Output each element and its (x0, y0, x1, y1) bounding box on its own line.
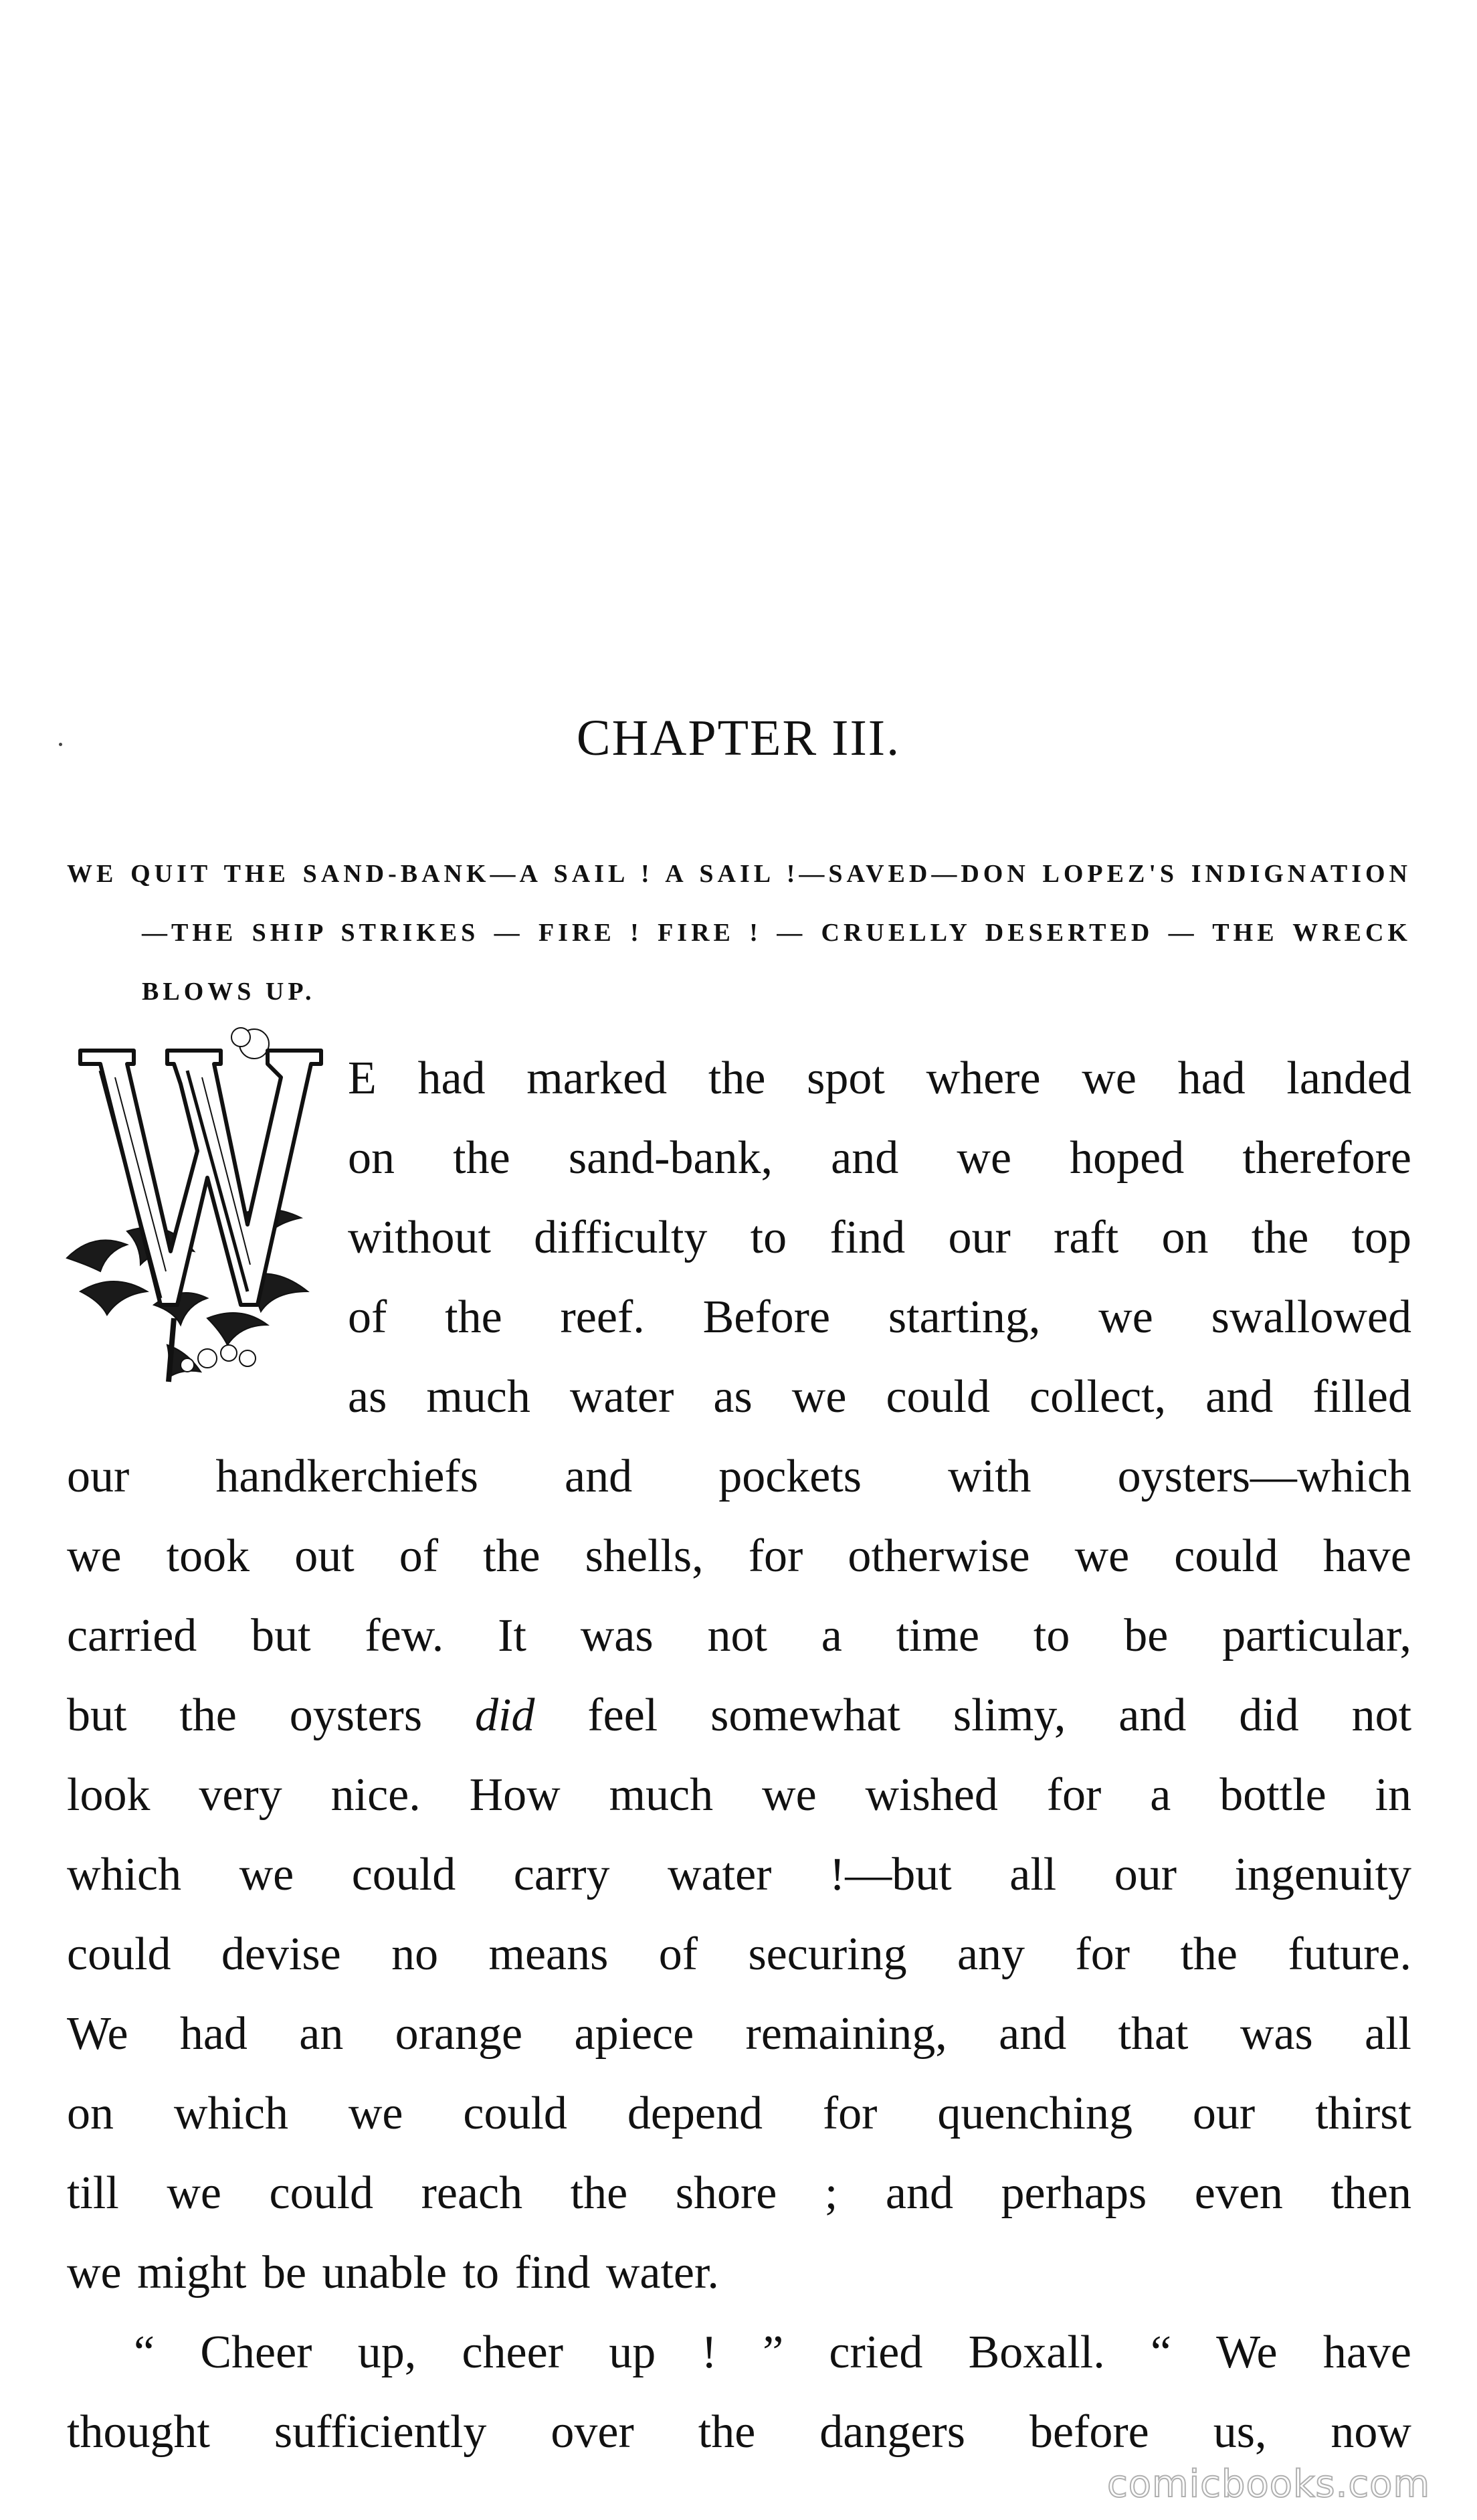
body-line-10: which we could carry water !—but all our ingenuity (67, 1849, 1411, 1900)
paragraph-2-line-1: “ Cheer up, cheer up ! ” cried Boxall. “ We have (134, 2327, 1411, 2378)
body-line-9: look very nice. How much we wished for a bottle in (67, 1769, 1411, 1821)
body-line-5: our handkerchiefs and pockets with oysters—which (67, 1451, 1411, 1502)
body-line-14: till we could reach the shore ; and perhaps even then (67, 2167, 1411, 2219)
body-line-8-prefix: but the oysters (67, 1690, 423, 1741)
body-line-2: without difficulty to find our raft on the top (348, 1212, 1411, 1263)
body-line-12: We had an orange apiece remaining, and that was all (67, 2008, 1411, 2060)
chapter-title: CHAPTER III. (576, 710, 901, 766)
body-line-11: could devise no means of securing any for the future. (67, 1928, 1411, 1980)
summary-line-3: BLOWS UP. (142, 978, 316, 1006)
summary-line-1: WE QUIT THE SAND-BANK—A SAIL ! A SAIL !—SAVED—DON LOPEZ'S INDIGNATION (67, 860, 1411, 888)
body-line-15: we might be unable to find water. (67, 2247, 719, 2299)
body-line-6: we took out of the shells, for otherwise we could have (67, 1530, 1411, 1582)
body-line-7: carried but few. It was not a time to be particular, (67, 1610, 1411, 1661)
body-line-3: of the reef. Before starting, we swallowed (348, 1291, 1411, 1343)
body-line-1: on the sand-bank, and we hoped therefore (348, 1132, 1411, 1184)
emphasis-did: did (474, 1690, 535, 1741)
drop-cap-remainder: E had marked the spot where we had landed (348, 1053, 1411, 1104)
watermark: comicbooks.com (1106, 2462, 1430, 2506)
body-text (67, 1039, 1411, 2472)
body-line-13: on which we could depend for quenching our thirst (67, 2088, 1411, 2139)
chapter-summary (67, 844, 1411, 1021)
body-line-8 (67, 1676, 1411, 1755)
body-line-8-rest: feel somewhat slimy, and did not (587, 1690, 1412, 1741)
body-line-4: as much water as we could collect, and filled (348, 1371, 1411, 1423)
summary-line-2: —THE SHIP STRIKES — FIRE ! FIRE ! — CRUELLY DESERTED — THE WRECK (142, 919, 1411, 947)
drop-cap-first-line (67, 1039, 1411, 1118)
paragraph-2-line-2: thought sufficiently over the dangers before us, now (67, 2406, 1411, 2458)
